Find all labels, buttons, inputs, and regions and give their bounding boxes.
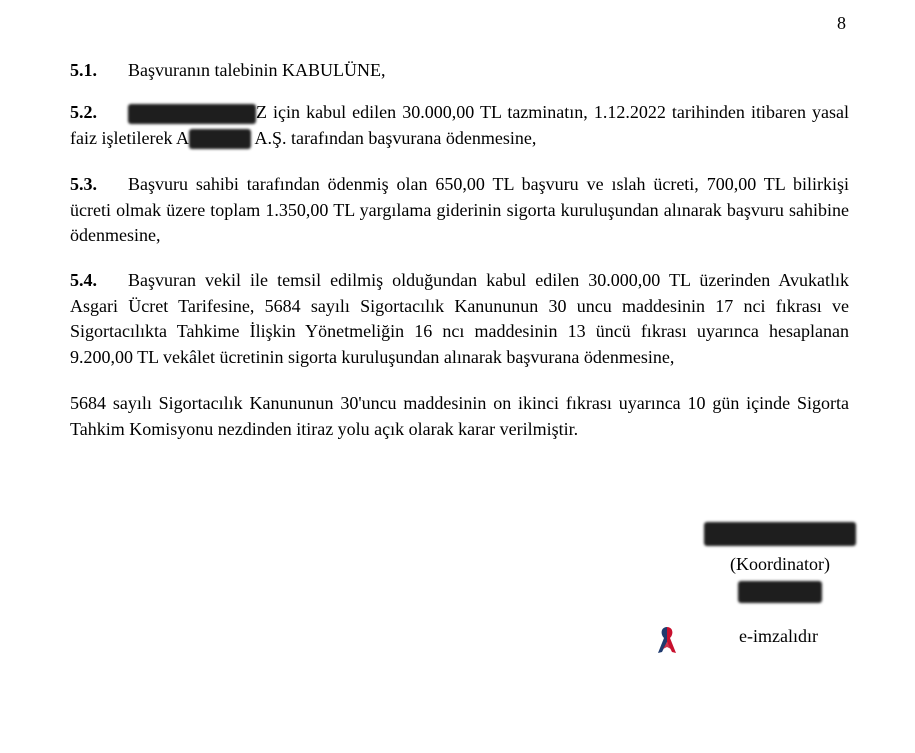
redacted-signatory (704, 522, 856, 546)
decision-item-5-3 (70, 172, 849, 249)
e-signed-label: e-imzalıdır (739, 626, 818, 646)
signatory-name-redacted (700, 522, 860, 546)
decision-item-5-4 (70, 268, 849, 370)
item-number: 5.1. (70, 60, 97, 80)
item-number: 5.4. (70, 270, 97, 290)
signatory-detail-redacted (700, 580, 860, 603)
closing-paragraph: 5684 sayılı Sigortacılık Kanununun 30'uncu maddesinin on ikinci fıkrası uyarınca 10 gün içinde Sigorta Tahkim Komisyonu nezdinden itiraz yolu açık olarak karar verilmiştir. (70, 393, 849, 439)
item-text: Başvuran vekil ile temsil edilmiş olduğundan kabul edilen 30.000,00 TL üzerinden Avukatlık Asgari Ücret Tarifesine, 5684 sayılı Sigortacılık Kanununun 30 uncu maddesinin 17 nci fıkrası ve Sigortacılıkta Tahkime İlişkin Yönetmeliğin 16 ncı maddesinin 13 üncü fıkrası uyarınca hesaplanan 9.200,00 TL vekâlet ücretinin sigorta kuruluşundan alınarak başvurana ödenmesine, (70, 270, 849, 367)
decision-item-5-2 (70, 100, 849, 151)
item-number: 5.3. (70, 174, 97, 194)
item-text-part-b: A.Ş. tarafından başvurana ödenmesine, (254, 127, 537, 148)
redacted-detail (738, 581, 822, 603)
page-number: 8 (837, 13, 846, 33)
item-number: 5.2. (70, 102, 97, 122)
e-signature-ribbon-icon (655, 625, 679, 657)
item-text-part-a: Z için kabul edilen 30.000,00 TL tazminatın, 1.12.2022 tarihinden itibaren yasal faiz işletilerek A (70, 102, 849, 148)
item-text: Başvuru sahibi tarafından ödenmiş olan 650,00 TL başvuru ve ıslah ücreti, 700,00 TL bilirkişi ücreti olmak üzere toplam 1.350,00 TL yargılama giderinin sigorta kuruluşundan alınarak başvuru sahibine ödenmesine, (70, 174, 849, 245)
redacted-company (189, 129, 251, 149)
redacted-name (128, 104, 256, 124)
signatory-title: (Koordinator) (730, 554, 830, 574)
item-text: Başvuranın talebinin KABULÜNE, (128, 60, 386, 80)
decision-item-5-1 (70, 58, 849, 84)
